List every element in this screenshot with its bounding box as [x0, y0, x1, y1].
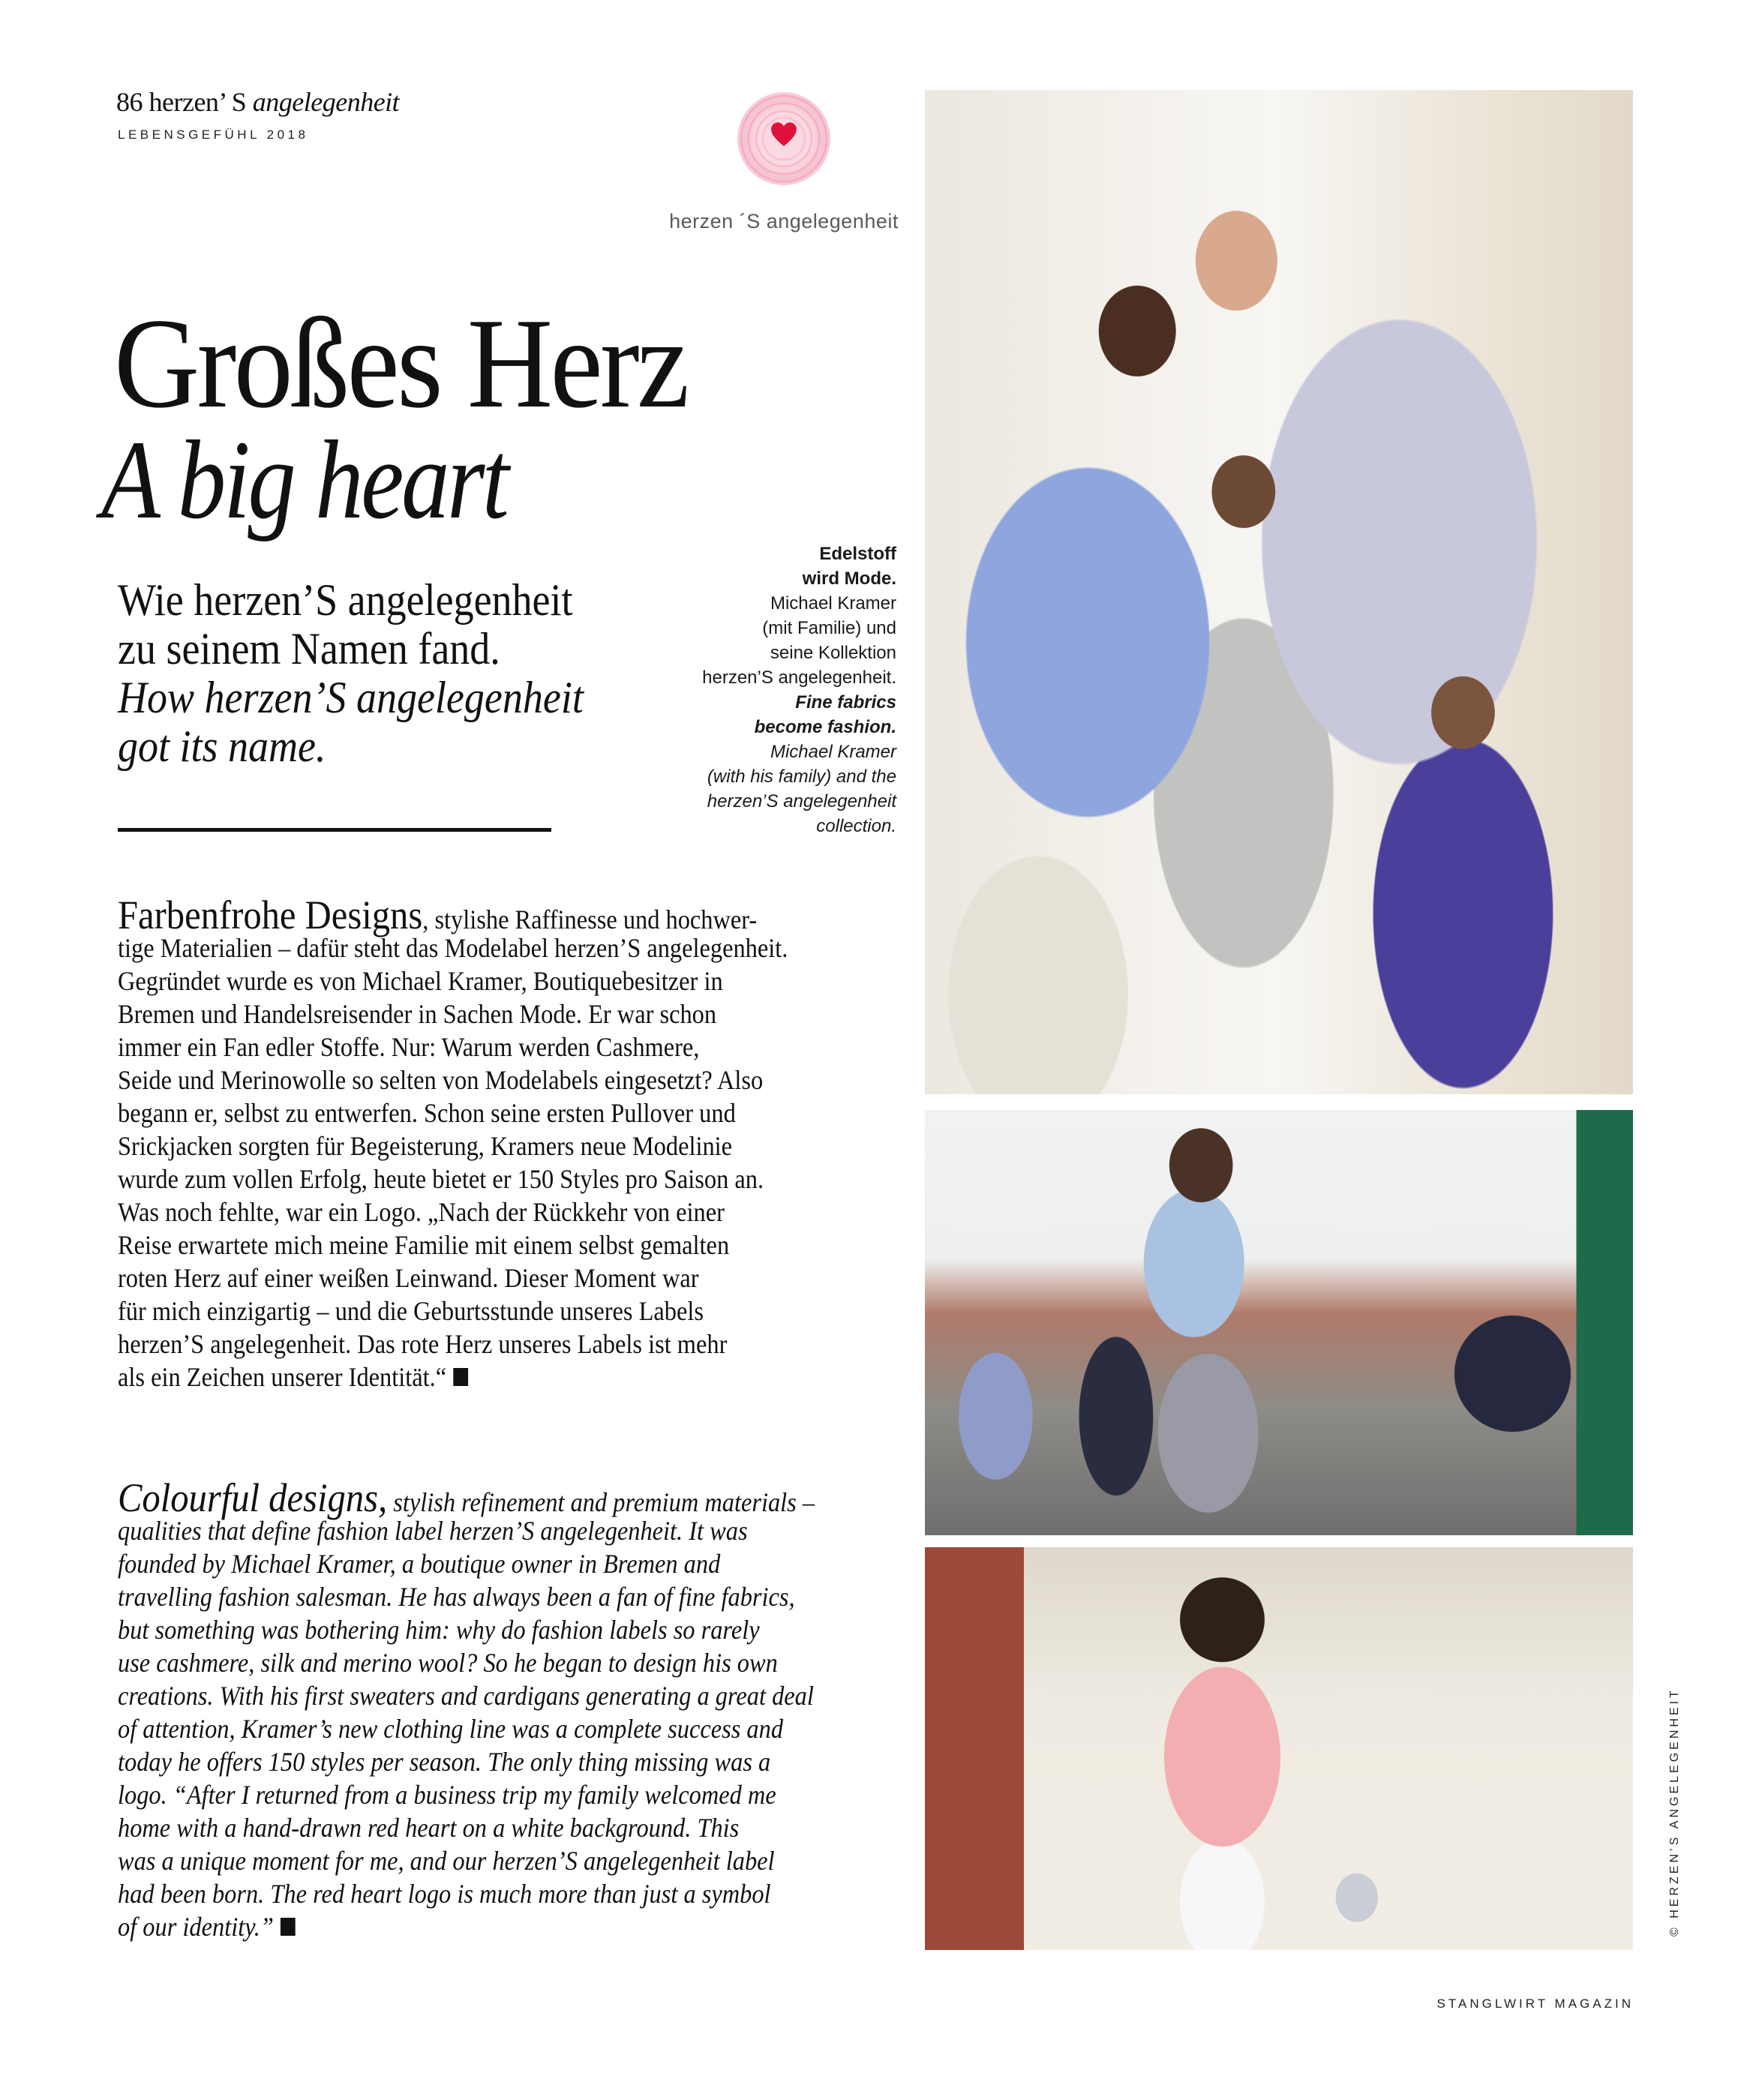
body-line: today he offers 150 styles per season. The only thing missing was a: [118, 1747, 771, 1777]
headline-english: A big heart: [101, 418, 507, 542]
photo-caption: [634, 542, 896, 838]
deck-german-line: Wie herzen’S angelegenheit: [118, 575, 573, 625]
body-line: Bremen und Handelsreisender in Sachen Mode. Er war schon: [118, 999, 717, 1029]
publication-name-italic: angelegenheit: [252, 87, 400, 117]
body-line: but something was bothering him: why do fashion labels so rarely: [118, 1615, 760, 1645]
body-line: of our identity.”: [118, 1910, 766, 1943]
body-line: tige Materialien – dafür steht das Modelabel herzen’S angelegenheit.: [118, 933, 788, 963]
article-body-german: [118, 892, 788, 1394]
magazine-footer: STANGLWIRT MAGAZIN: [1436, 1996, 1634, 2011]
section-label: LEBENSGEFÜHL 2018: [118, 128, 309, 142]
end-mark-icon: [281, 1918, 296, 1936]
caption-text-german: (mit Familie) und: [762, 618, 896, 638]
headline-german: Großes Herz: [114, 292, 687, 435]
body-line: Gegründet wurde es von Michael Kramer, Boutiquebesitzer in: [118, 966, 723, 996]
caption-heading-german: wird Mode.: [802, 568, 896, 589]
divider-rule: [118, 828, 551, 832]
caption-heading-english: Fine fabrics: [795, 692, 896, 712]
logo-wordmark: herzen ´S angelegenheit: [669, 210, 899, 232]
end-mark-icon: [453, 1368, 468, 1386]
caption-text-english: Michael Kramer: [770, 742, 896, 762]
caption-text-english: herzen’S angelegenheit: [707, 791, 896, 812]
caption-heading-english: become fashion.: [754, 717, 896, 737]
family-photo: [925, 90, 1633, 1094]
body-line: immer ein Fan edler Stoffe. Nur: Warum werden Cashmere,: [118, 1032, 700, 1062]
photo-credit: © HERZEN’S ANGELEGENHEIT: [1668, 1688, 1681, 1936]
body-line: was a unique moment for me, and our herzen’S angelegenheit label: [118, 1846, 775, 1876]
body-line: use cashmere, silk and merino wool? So he began to design his own: [118, 1648, 778, 1678]
brand-logo: [669, 88, 899, 246]
caption-text-german: herzen’S angelegenheit.: [702, 668, 896, 688]
body-line: founded by Michael Kramer, a boutique owner in Bremen and: [118, 1549, 721, 1579]
caption-text-english: (with his family) and the: [707, 766, 896, 787]
deck: [118, 576, 584, 771]
body-line: Reise erwartete mich meine Familie mit einem selbst gemalten: [118, 1230, 730, 1260]
body-line: wurde zum vollen Erfolg, heute bietet er 150 Styles pro Saison an.: [118, 1164, 764, 1194]
van-fashion-photo: [925, 1547, 1633, 1950]
body-line: qualities that define fashion label herzen’S angelegenheit. It was: [118, 1516, 748, 1546]
body-line: roten Herz auf einer weißen Leinwand. Dieser Moment war: [118, 1263, 699, 1293]
deck-english-line: How herzen’S angelegenheit: [118, 673, 584, 722]
heart-scribble-icon: [737, 92, 830, 185]
lead-in: Farbenfrohe Designs: [118, 892, 423, 938]
caption-heading-german: Edelstoff: [819, 544, 896, 564]
caption-text-german: Michael Kramer: [770, 593, 896, 614]
body-line: of attention, Kramer’s new clothing line was a complete success and: [118, 1714, 784, 1744]
article-body-english: [118, 1475, 815, 1943]
caption-text-german: seine Kollektion: [770, 643, 896, 663]
body-line: herzen’S angelegenheit. Das rote Herz unseres Labels ist mehr: [118, 1329, 728, 1359]
body-line: Was noch fehlte, war ein Logo. „Nach der Rückkehr von einer: [118, 1197, 725, 1227]
body-line: begann er, selbst zu entwerfen. Schon seine ersten Pullover und: [118, 1098, 736, 1128]
publication-name: herzen’ S: [149, 87, 247, 117]
body-line: für mich einzigartig – und die Geburtsstunde unseres Labels: [118, 1296, 704, 1326]
body-line: logo. “After I returned from a business trip my family welcomed me: [118, 1780, 776, 1810]
lead-in: Colourful designs,: [118, 1475, 388, 1520]
deck-german-line: zu seinem Namen fand.: [118, 624, 500, 674]
street-fashion-photo: [925, 1110, 1633, 1535]
body-line: als ein Zeichen unserer Identität.“: [118, 1360, 766, 1394]
caption-text-english: collection.: [816, 816, 896, 836]
page-number: 86: [116, 87, 143, 117]
body-line: Seide und Merinowolle so selten von Modelabels eingesetzt? Also: [118, 1065, 764, 1095]
body-line: Farbenfrohe Designs, stylishe Raffinesse und hochwer-: [118, 892, 758, 938]
heart-icon: [770, 121, 797, 148]
deck-english-line: got its name.: [118, 722, 326, 771]
body-line: Srickjacken sorgten für Begeisterung, Kramers neue Modelinie: [118, 1131, 733, 1161]
running-head: [116, 86, 399, 118]
body-line: had been born. The red heart logo is much more than just a symbol: [118, 1879, 771, 1909]
body-line: travelling fashion salesman. He has always been a fan of fine fabrics,: [118, 1582, 795, 1612]
body-line: Colourful designs, stylish refinement and premium materials –: [118, 1475, 815, 1520]
body-line: creations. With his first sweaters and cardigans generating a great deal: [118, 1681, 814, 1711]
body-line: home with a hand-drawn red heart on a white background. This: [118, 1813, 740, 1843]
